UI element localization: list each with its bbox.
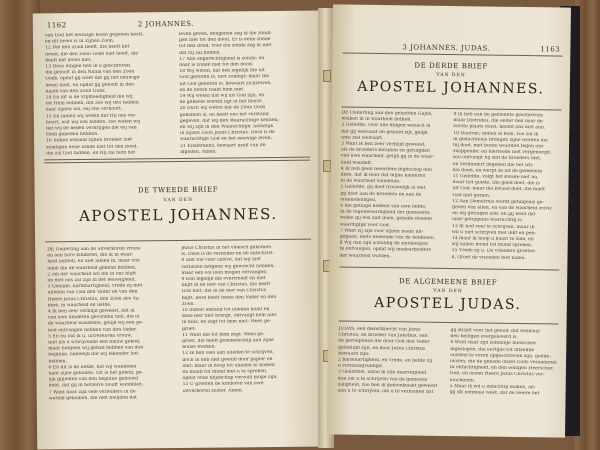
text-line: ingeslopen, die eertijds tot ditzelfde [450, 346, 535, 353]
text-line: 6 En dit is de liefde, dat wij wandelen [48, 364, 137, 371]
text-line: wereld gekomen, die niet belijden dat [48, 395, 138, 402]
text-line: waardiglijk voor God. [339, 222, 391, 228]
text-line: 3 Genade, barmhartigheid, vrede zij met [47, 283, 143, 290]
text-line: 12 Aan Demetrius wordt getuigenis ge- [452, 198, 545, 206]
text-line: 13 U groeten de kinderen van uwe [182, 381, 264, 388]
right-page [327, 4, 571, 437]
third-epistle-title: DE DERDE BRIEF [414, 61, 488, 71]
text-line: len doen, en werpt ze uit de gemeente. [452, 167, 544, 175]
text-line: en dit leven is in Zijnen Zoon. [44, 38, 115, 45]
text-line: Christus, en broeder van Jakobus, aan [338, 332, 428, 339]
text-line: gegaan, niets nemende van de heidenen. [339, 234, 436, 241]
text-line: Zoon. [181, 301, 195, 307]
text-line: verliezen hetgeen wij gewrocht hebben, [181, 263, 275, 270]
text-line: doch ik heb niet gewild door papier en [182, 356, 273, 363]
text-line: dat gij welvaart en gezond zijt, gelijk [341, 129, 428, 136]
text-line: 4 Want daar zijn sommige menschen [450, 340, 536, 347]
divider-line [339, 320, 559, 324]
text-line: welke gij wel zult doen, geleide doende [339, 215, 432, 223]
text-line: gij dit eenmaal weet, dat de Heere het [449, 390, 540, 397]
text-line: allen die de waarheid gekend hebben, [47, 265, 137, 271]
right-mid-column-1 [339, 110, 449, 260]
second-epistle-van-den: VAN DEN [163, 197, 193, 204]
text-line: 12 Die den Zoon heeft, die heeft het [45, 44, 130, 51]
text-line: van God het eeuwige leven gegeven heeft, [44, 32, 144, 39]
second-epistle-heading: APOSTEL JOHANNES. [78, 204, 278, 226]
text-line: deze, dat ik hoor dat mijne kinderen [340, 172, 426, 179]
text-line: 15 Vrede zij u. De vrienden groeten [451, 248, 535, 255]
text-line: naam van den Zoon Gods. [45, 88, 106, 95]
text-line: afgoden. Amen. [180, 149, 217, 155]
text-line: is. Deze is de verleider en de antichrist. [181, 251, 275, 258]
text-line: 5 En nu bid ik u, uitverkoren vrouw, [48, 333, 133, 340]
text-line: loochenen. [449, 377, 476, 384]
text-line: uwe ziel welvaart. [341, 135, 384, 141]
text-line: in ontuchtigheid, en den eenigen Heerscher, [449, 365, 554, 372]
text-line: 12 Ik heb veel aan ulieden te schrijven, [182, 350, 275, 357]
text-line: den heiligen overgeleverd is. [450, 334, 518, 341]
text-line: DE Ouderling aan de uitverkoren vrouw [47, 246, 141, 253]
text-line: in zijnen Zoon Jezus Christus. Deze is de [179, 130, 275, 137]
text-line: 18 Wij weten, dat een iegelijk die uit [179, 68, 265, 75]
text-line: 16 Indien iemand zijnen broeder ziet [46, 137, 133, 144]
text-line: leven hebt, en opdat gij gelooft in den [45, 82, 135, 89]
text-line: zondigen eene zonde niet tot den dood, [46, 144, 138, 151]
text-line: van uwe kinderen gevonden heb, die in [47, 314, 140, 321]
text-line: 13 Deze dingen heb ik u geschreven, [45, 63, 132, 70]
text-line: heeft het leven niet. [45, 57, 93, 64]
text-line: onze getuigenis waarachtig is. [451, 217, 524, 224]
text-line: vreemdelingen, [340, 197, 377, 203]
left-top-column-2 [179, 31, 310, 156]
text-line: God geboren is, niet zondigt; maar die [179, 74, 270, 81]
text-line: 5 Geliefde, gij doet trouwelijk al wat [340, 184, 426, 192]
text-line: eerste plaats staat, neemt ons niet aan. [453, 124, 546, 131]
text-line: aan u te schrijven, om u te vermanen dat [337, 388, 434, 395]
text-line: hebben. [48, 358, 68, 365]
text-line: Heere Jezus Christus, den Zoon des Va- [47, 296, 140, 302]
text-line: 10 Indien iemand tot ulieden komt en [181, 307, 270, 314]
text-line: maar Diotrefes, die onder hen naar de [453, 118, 543, 125]
text-line: waarachtige God en het eeuwige leven. [180, 136, 273, 143]
third-epistle-van-den: VAN DEN [436, 72, 466, 79]
divider-line [45, 239, 311, 243]
text-line: 2 Geliefde, vóór alle dingen wensch ik [341, 122, 431, 130]
text-line: 13 Ik had veel te schrijven, maar ik [451, 223, 535, 230]
text-line: uit God; maar die kwaad doet, die heeft [452, 186, 545, 193]
text-line: 2 barmhartigheid, en vrede, en liefde zij [338, 357, 433, 364]
text-line: dat wij de beden verkrijgen die wij van [45, 125, 137, 132]
text-line: in huis, en zegt tot hem niet: Wees ge- [181, 319, 272, 326]
text-line: 21 Kinderkens, bewaart uzelf van de [180, 142, 266, 149]
text-line: de waarheid wandelen, gelijk wij een ge- [47, 320, 144, 327]
left-bottom-column-1 [47, 246, 179, 402]
text-line: 3 Geliefden, alzoo ik alle naarstigheid [337, 369, 427, 377]
text-line: 7 Want daar zijn vele verleiders in de [48, 389, 136, 396]
text-line: Hem gebeden hebben. [45, 132, 99, 138]
text-line: gegeven, dat wij den Waarachtige kennen; [179, 117, 280, 124]
text-line: 4 Ik heb geen meerdere blijdschap dan [340, 166, 432, 173]
text-line: en aan hare kinderen, die ik in waar- [47, 252, 134, 259]
text-line: en met ons zal zijn in der eeuwigheid. [47, 277, 136, 284]
text-line: maar hetgeen wij gehad hebben van den [48, 345, 144, 352]
text-line: u. Groet de vrienden met name. [451, 254, 526, 261]
text-line: hoort, wat wij ook bidden, zoo weten wij [45, 119, 141, 126]
text-line: JUDAS, een dienstknecht van Jezus [338, 326, 421, 333]
text-line: de geheele wereld ligt in het booze. [179, 99, 264, 106]
text-line: DE Ouderling aan den geliefden Gajus, [341, 110, 433, 117]
text-line: die zal God bidden, en Hij zal hem het [46, 150, 136, 157]
text-line: gij doet aan de broeders en aan de [340, 191, 422, 198]
text-line: naar zijne geboden. Dit is het gebod, ge- [48, 370, 144, 377]
text-line: in de tegenwoordigheid der gemeente; [340, 209, 431, 216]
text-line: tot Hem hebben, dat zoo wij iets bidden [45, 100, 139, 107]
text-line: Jezus Christus in het vleesch gekomen [181, 245, 272, 251]
right-page-number: 1163 [540, 45, 561, 54]
left-running-head: 2 JOHANNES. [137, 19, 194, 29]
text-line: hij doet, met booze woorden tegen ons [453, 143, 544, 150]
text-line: 11 Want die tot hem zegt: Wees ge- [182, 331, 265, 338]
text-line: 6 die getuigd hebben van uwe liefde, [340, 203, 427, 210]
text-line: 9 Een iegelijk die overtreedt en niet [181, 276, 266, 282]
text-line: gekomen is, en heeft ons het verstand [179, 111, 269, 118]
second-epistle-title: DE TWEEDE BRIEF [137, 185, 219, 195]
text-line: blijft, deze heeft beide den Vader en den [181, 294, 277, 301]
general-epistle-van-den: VAN DEN [433, 288, 463, 295]
text-line: oordeel te voren opgeschreven zijn, godde- [450, 352, 551, 360]
text-line: 11 Geliefde, volgt het kwade niet na, [452, 174, 539, 181]
text-line: maar een vol loon mogen ontvangen. [181, 269, 268, 276]
text-line: geheiligd zijn, en door Jezus Christus [338, 345, 426, 352]
text-line: zaligheid, zoo ben ik genoodzaakt geweest [337, 382, 438, 389]
text-line: 8 Ziet toe voor uzelve, dat wij niet [181, 257, 262, 264]
text-line: 10 Daarom, indien ik kom, zoo zal ik [453, 130, 539, 137]
text-line: 19 Wij weten dat wij uit God zijn, en [179, 93, 265, 100]
text-line: groet. [182, 326, 197, 332]
text-line: bewaard zijn: [338, 351, 370, 357]
text-line: gen niet tot den dood. Er is eene zonde [178, 37, 271, 44]
text-line: en wij getuigen ook; en gij weet dat [452, 211, 536, 218]
text-line: 9 Ik heb aan de gemeente geschreven; [453, 112, 544, 119]
text-line: loozen, die de genade onzes Gods veranderen [450, 359, 557, 366]
right-mid-column-2 [451, 112, 563, 262]
text-line: hebt, dat gij in hetzelve zoudt wandelen. [48, 382, 144, 389]
text-line: wil u niet schrijven met inkt en pen; [451, 229, 536, 237]
text-line: blijft in de leer van Christus, die heeft [181, 282, 271, 289]
text-line: gij strijdt voor het geloof, dat eenmaal [450, 328, 540, 335]
text-line: en wij zijn in den Waarachtige, namelijk [179, 124, 274, 131]
left-top-column-1 [45, 32, 174, 157]
text-line: en verhindert degenen die het wil- [452, 161, 534, 168]
text-line: 20 Doch wij weten dat de Zoon Gods [179, 105, 266, 112]
text-line: heid wandelt. [340, 160, 373, 166]
binding-stitch [323, 70, 331, 82]
divider-line [342, 106, 562, 110]
text-line: in de waarheid wandelen. [340, 178, 401, 185]
text-line: deze leer niet brengt, ontvangt hem niet [181, 313, 277, 320]
text-line: daar is zonde niet tot den dood. [179, 62, 254, 68]
general-epistle-heading: APOSTEL JUDAS. [374, 294, 522, 314]
text-line: geven van allen, en van de waarheid zelve; [452, 205, 553, 212]
text-line: doe om u te schrijven van de gemeene [337, 376, 428, 383]
left-page [33, 11, 325, 450]
text-line: dat hij zal bidden. [179, 50, 221, 56]
text-line: en mond tot mond met u te spreken, [182, 369, 268, 376]
text-line: ulieden van God den Vader en van den [47, 289, 138, 296]
text-line: 15 En indien wij weten dat Hij ons ver- [45, 113, 137, 120]
divider-line [342, 52, 562, 56]
text-line: inkt; maar ik hoop tot ulieden te komen [182, 362, 275, 369]
left-page-number: 1162 [46, 21, 67, 30]
text-line: uitverkoren zuster. Amen. [182, 388, 244, 394]
divider-line [44, 160, 310, 164]
right-running-head: 3 JOHANNES. JUDAS. [402, 43, 491, 53]
text-line: te ontvangen, opdat wij medearbeiders [339, 246, 432, 254]
text-line: snappende; en hiermede niet vergenoegd, [452, 149, 552, 156]
text-line: 5 Maar ik wil u indachtig maken, als [449, 383, 535, 391]
text-line: tot den dood; voor die zonde zeg ik niet [179, 43, 272, 50]
text-line: beginne, namelijk dat wij elkander lief- [48, 351, 140, 358]
text-line: 17 Alle ongerechtigheid is zonde; en [179, 55, 265, 62]
text-line: zoo ontvangt hij zelf de broeders niet, [452, 155, 542, 162]
text-line: heid liefheb, en niet alleen ik, maar ook [47, 258, 140, 265]
text-line: uit God geboren is, bewaart zichzelven, [179, 80, 272, 87]
text-line: van uwe waarheid, gelijk gij in de waar- [340, 153, 435, 161]
text-line: naar zijnen wil, Hij ons verhoort. [45, 107, 123, 113]
text-line: maar het goede. Die goed doet, die is [452, 180, 540, 187]
text-line: Gods, opdat gij weet dat gij het eeuwige [45, 75, 140, 82]
text-line: God niet gezien. [452, 192, 491, 199]
text-line: niet als u schrijvende een nieuw gebod, [48, 339, 141, 346]
text-line: 2 om der waarheid wil die in ons blijft [47, 271, 137, 278]
text-line: ders, in waarheid en liefde. [47, 302, 112, 309]
text-line: als de broeders kwamen en getuigden [340, 147, 431, 154]
text-line: 14 maar ik hoop u haast te zien, en [451, 236, 534, 243]
divider-line [339, 266, 559, 270]
text-line: u vermenigvuldigd. [337, 363, 384, 370]
general-epistle-title: DE ALGEMEENE BRIEF [399, 277, 498, 287]
text-line: wij zullen mond tot mond spreken. [451, 242, 533, 249]
left-bottom-column-2 [181, 245, 313, 395]
text-line: 14 En dit is de vrijmoedigheid die wij [45, 94, 133, 101]
text-line: lijk gijlieden van den beginne gehoord [48, 376, 139, 383]
text-line: groet, die heeft gemeenschap aan zijne [182, 338, 274, 345]
text-line: leven geven, dengenen zeg ik die zondi- [178, 31, 273, 37]
third-epistle-heading: APOSTEL JOHANNES. [357, 78, 545, 98]
text-line: 4 Ik ben zeer verblijd geweest, dat ik [47, 308, 135, 315]
right-bottom-column-2 [450, 328, 561, 398]
text-line: 3 Want ik ben zeer verblijd geweest, [341, 141, 427, 148]
text-line: de geroepenen die door God den Vader [338, 338, 430, 346]
text-line: der waarheid worden. [339, 253, 391, 259]
right-bottom-column-1 [338, 326, 447, 396]
text-line: opdat onze blijdschap vervuld moge zijn. [182, 375, 278, 382]
text-line: God, en onzen Heere Jezus Christus ver- [449, 371, 545, 378]
text-line: 7 Want zij zijn voor zijnen naam uit- [339, 228, 424, 235]
text-line: en de booze raakt hem niet. [179, 87, 245, 93]
text-line: in gedachtenis brengen zijne werken die [453, 136, 548, 144]
text-line: bod ontvangen hebben van den Vader. [48, 327, 138, 334]
text-line: 8 Wij dan zijn schuldig de zoodanigen [339, 240, 428, 247]
text-line: welken ik in waarheid liefheb. [341, 116, 412, 123]
text-line: die gelooft in den Naam van den Zoon [45, 69, 135, 76]
text-line: God niet; die in de leer van Christus [181, 288, 267, 295]
text-line: leven; die den Zoon Gods niet heeft, die [45, 51, 139, 57]
text-line: booze werken. [182, 344, 217, 351]
